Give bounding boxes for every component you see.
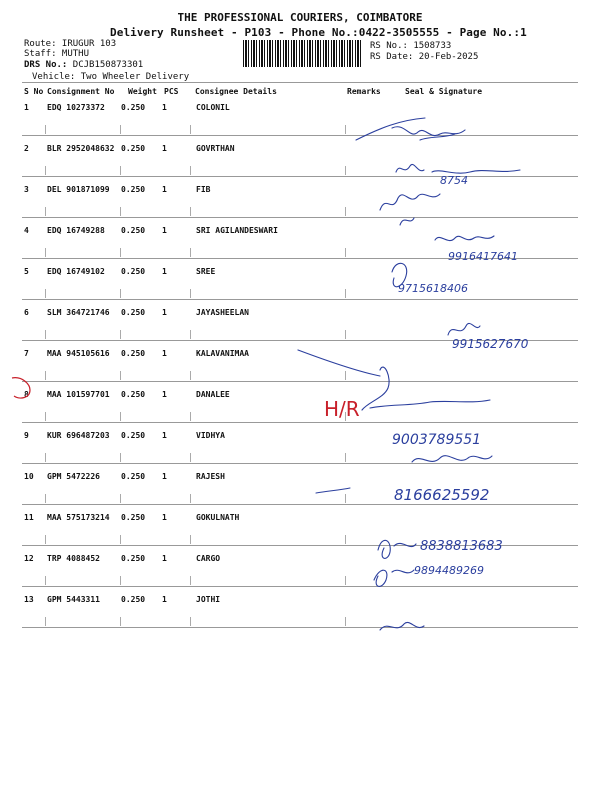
- row-sno: 10: [24, 472, 34, 481]
- route-label: Route: IRUGUR 103: [24, 39, 117, 49]
- row-consignee: SRI AGILANDESWARI: [196, 226, 278, 235]
- row-consignee: CARGO: [196, 554, 221, 563]
- row-weight: 0.250: [121, 267, 146, 276]
- row-weight: 0.250: [121, 103, 146, 112]
- col-header-seal: Seal & Signature: [405, 87, 483, 96]
- row-consignee: VIDHYA: [196, 431, 225, 440]
- row-weight: 0.250: [121, 472, 146, 481]
- row-sno: 9: [24, 431, 29, 440]
- col-header-sno: S No: [24, 87, 44, 96]
- company-title: THE PROFESSIONAL COURIERS, COIMBATORE: [177, 11, 423, 24]
- row-pcs: 1: [162, 472, 167, 481]
- row-consignee: DANALEE: [196, 390, 230, 399]
- handwritten-phone: 9894489269: [414, 564, 484, 577]
- row-consignment-no: MAA 945105616: [47, 349, 110, 358]
- row-mark-circle: [12, 378, 30, 398]
- row-pcs: 1: [162, 513, 167, 522]
- row-pcs: 1: [162, 390, 167, 399]
- row-consignment-no: EDQ 16749288: [47, 226, 105, 235]
- signature-scribble: [356, 118, 465, 140]
- row-sno: 3: [24, 185, 29, 194]
- row-consignment-no: EDQ 10273372: [47, 103, 105, 112]
- row-sno: 1: [24, 103, 29, 112]
- row-pcs: 1: [162, 595, 167, 604]
- row-sno: 12: [24, 554, 34, 563]
- col-header-consignee: Consignee Details: [195, 87, 277, 96]
- signature-scribble: [380, 194, 440, 210]
- row-consignment-no: GPM 5443311: [47, 595, 100, 604]
- row-consignee: KALAVANIMAA: [196, 349, 249, 358]
- vehicle-label: Vehicle: Two Wheeler Delivery: [32, 72, 190, 82]
- row-consignee: GOVRTHAN: [196, 144, 235, 153]
- signature-scribble: [448, 323, 480, 335]
- row-weight: 0.250: [121, 349, 146, 358]
- row-consignment-no: KUR 696487203: [47, 431, 110, 440]
- row-pcs: 1: [162, 267, 167, 276]
- row-consignee: JOTHI: [196, 595, 221, 604]
- row-consignment-no: GPM 5472226: [47, 472, 100, 481]
- handwritten-phone: 9715618406: [398, 282, 468, 295]
- row-pcs: 1: [162, 185, 167, 194]
- handwritten-phone: 8754: [440, 174, 468, 187]
- row-consignment-no: SLM 364721746: [47, 308, 110, 317]
- row-sno: 13: [24, 595, 34, 604]
- signature-scribble: [400, 218, 414, 225]
- runsheet-heading: Delivery Runsheet - P103 - Phone No.:0422-3505555 - Page No.:1: [110, 26, 527, 39]
- row-sno: 7: [24, 349, 29, 358]
- signature-scribble: [374, 570, 414, 586]
- row-sno: 11: [24, 513, 34, 522]
- staff-label: Staff: MUTHU: [24, 49, 90, 59]
- row-weight: 0.250: [121, 554, 146, 563]
- col-header-consignment: Consignment No: [47, 87, 115, 96]
- row-pcs: 1: [162, 103, 167, 112]
- row-weight: 0.250: [121, 308, 146, 317]
- row-weight: 0.250: [121, 185, 146, 194]
- row-weight: 0.250: [121, 390, 146, 399]
- row-sno: 2: [24, 144, 29, 153]
- row-weight: 0.250: [121, 226, 146, 235]
- row-pcs: 1: [162, 144, 167, 153]
- row-consignment-no: DEL 901871099: [47, 185, 110, 194]
- row-sno: 4: [24, 226, 29, 235]
- handwritten-phone: 9916417641: [448, 250, 518, 263]
- row-consignee: SREE: [196, 267, 216, 276]
- signature-scribble: [378, 540, 416, 558]
- row-consignee: RAJESH: [196, 472, 225, 481]
- col-header-pcs: PCS: [164, 87, 179, 96]
- signature-scribble: [412, 456, 492, 462]
- row-weight: 0.250: [121, 144, 146, 153]
- row-consignee: GOKULNATH: [196, 513, 240, 522]
- signature-scribble: [380, 622, 424, 630]
- col-header-remarks: Remarks: [347, 87, 381, 96]
- row-consignee: JAYASHEELAN: [196, 308, 249, 317]
- row-consignment-no: BLR 2952048632: [47, 144, 115, 153]
- handwritten-phone: 9915627670: [452, 337, 529, 351]
- signature-scribble: [435, 236, 494, 241]
- row-pcs: 1: [162, 554, 167, 563]
- drs-label: DRS No.:: [24, 60, 68, 70]
- row-consignee: COLONIL: [196, 103, 230, 112]
- rs-date: RS Date: 20-Feb-2025: [370, 52, 479, 62]
- row-consignment-no: MAA 101597701: [47, 390, 110, 399]
- signature-scribble: [396, 164, 520, 173]
- signature-scribble: [316, 488, 350, 493]
- row-sno: 8: [24, 390, 29, 399]
- row-weight: 0.250: [121, 431, 146, 440]
- col-header-weight: Weight: [128, 87, 157, 96]
- drs-value: DCJB150873301: [72, 60, 144, 70]
- row-weight: 0.250: [121, 595, 146, 604]
- row-consignee: FIB: [196, 185, 211, 194]
- remark-hr: H/R: [324, 397, 360, 421]
- row-pcs: 1: [162, 308, 167, 317]
- row-sno: 6: [24, 308, 29, 317]
- row-sno: 5: [24, 267, 29, 276]
- handwritten-phone: 9003789551: [392, 432, 482, 448]
- handwritten-phone: 8838813683: [420, 539, 503, 554]
- row-consignment-no: MAA 575173214: [47, 513, 110, 522]
- row-weight: 0.250: [121, 513, 146, 522]
- handwritten-phone: 8166625592: [394, 486, 490, 504]
- row-pcs: 1: [162, 431, 167, 440]
- rs-number: RS No.: 1508733: [370, 41, 452, 51]
- row-consignment-no: EDQ 16749102: [47, 267, 105, 276]
- row-pcs: 1: [162, 226, 167, 235]
- row-pcs: 1: [162, 349, 167, 358]
- row-consignment-no: TRP 4088452: [47, 554, 100, 563]
